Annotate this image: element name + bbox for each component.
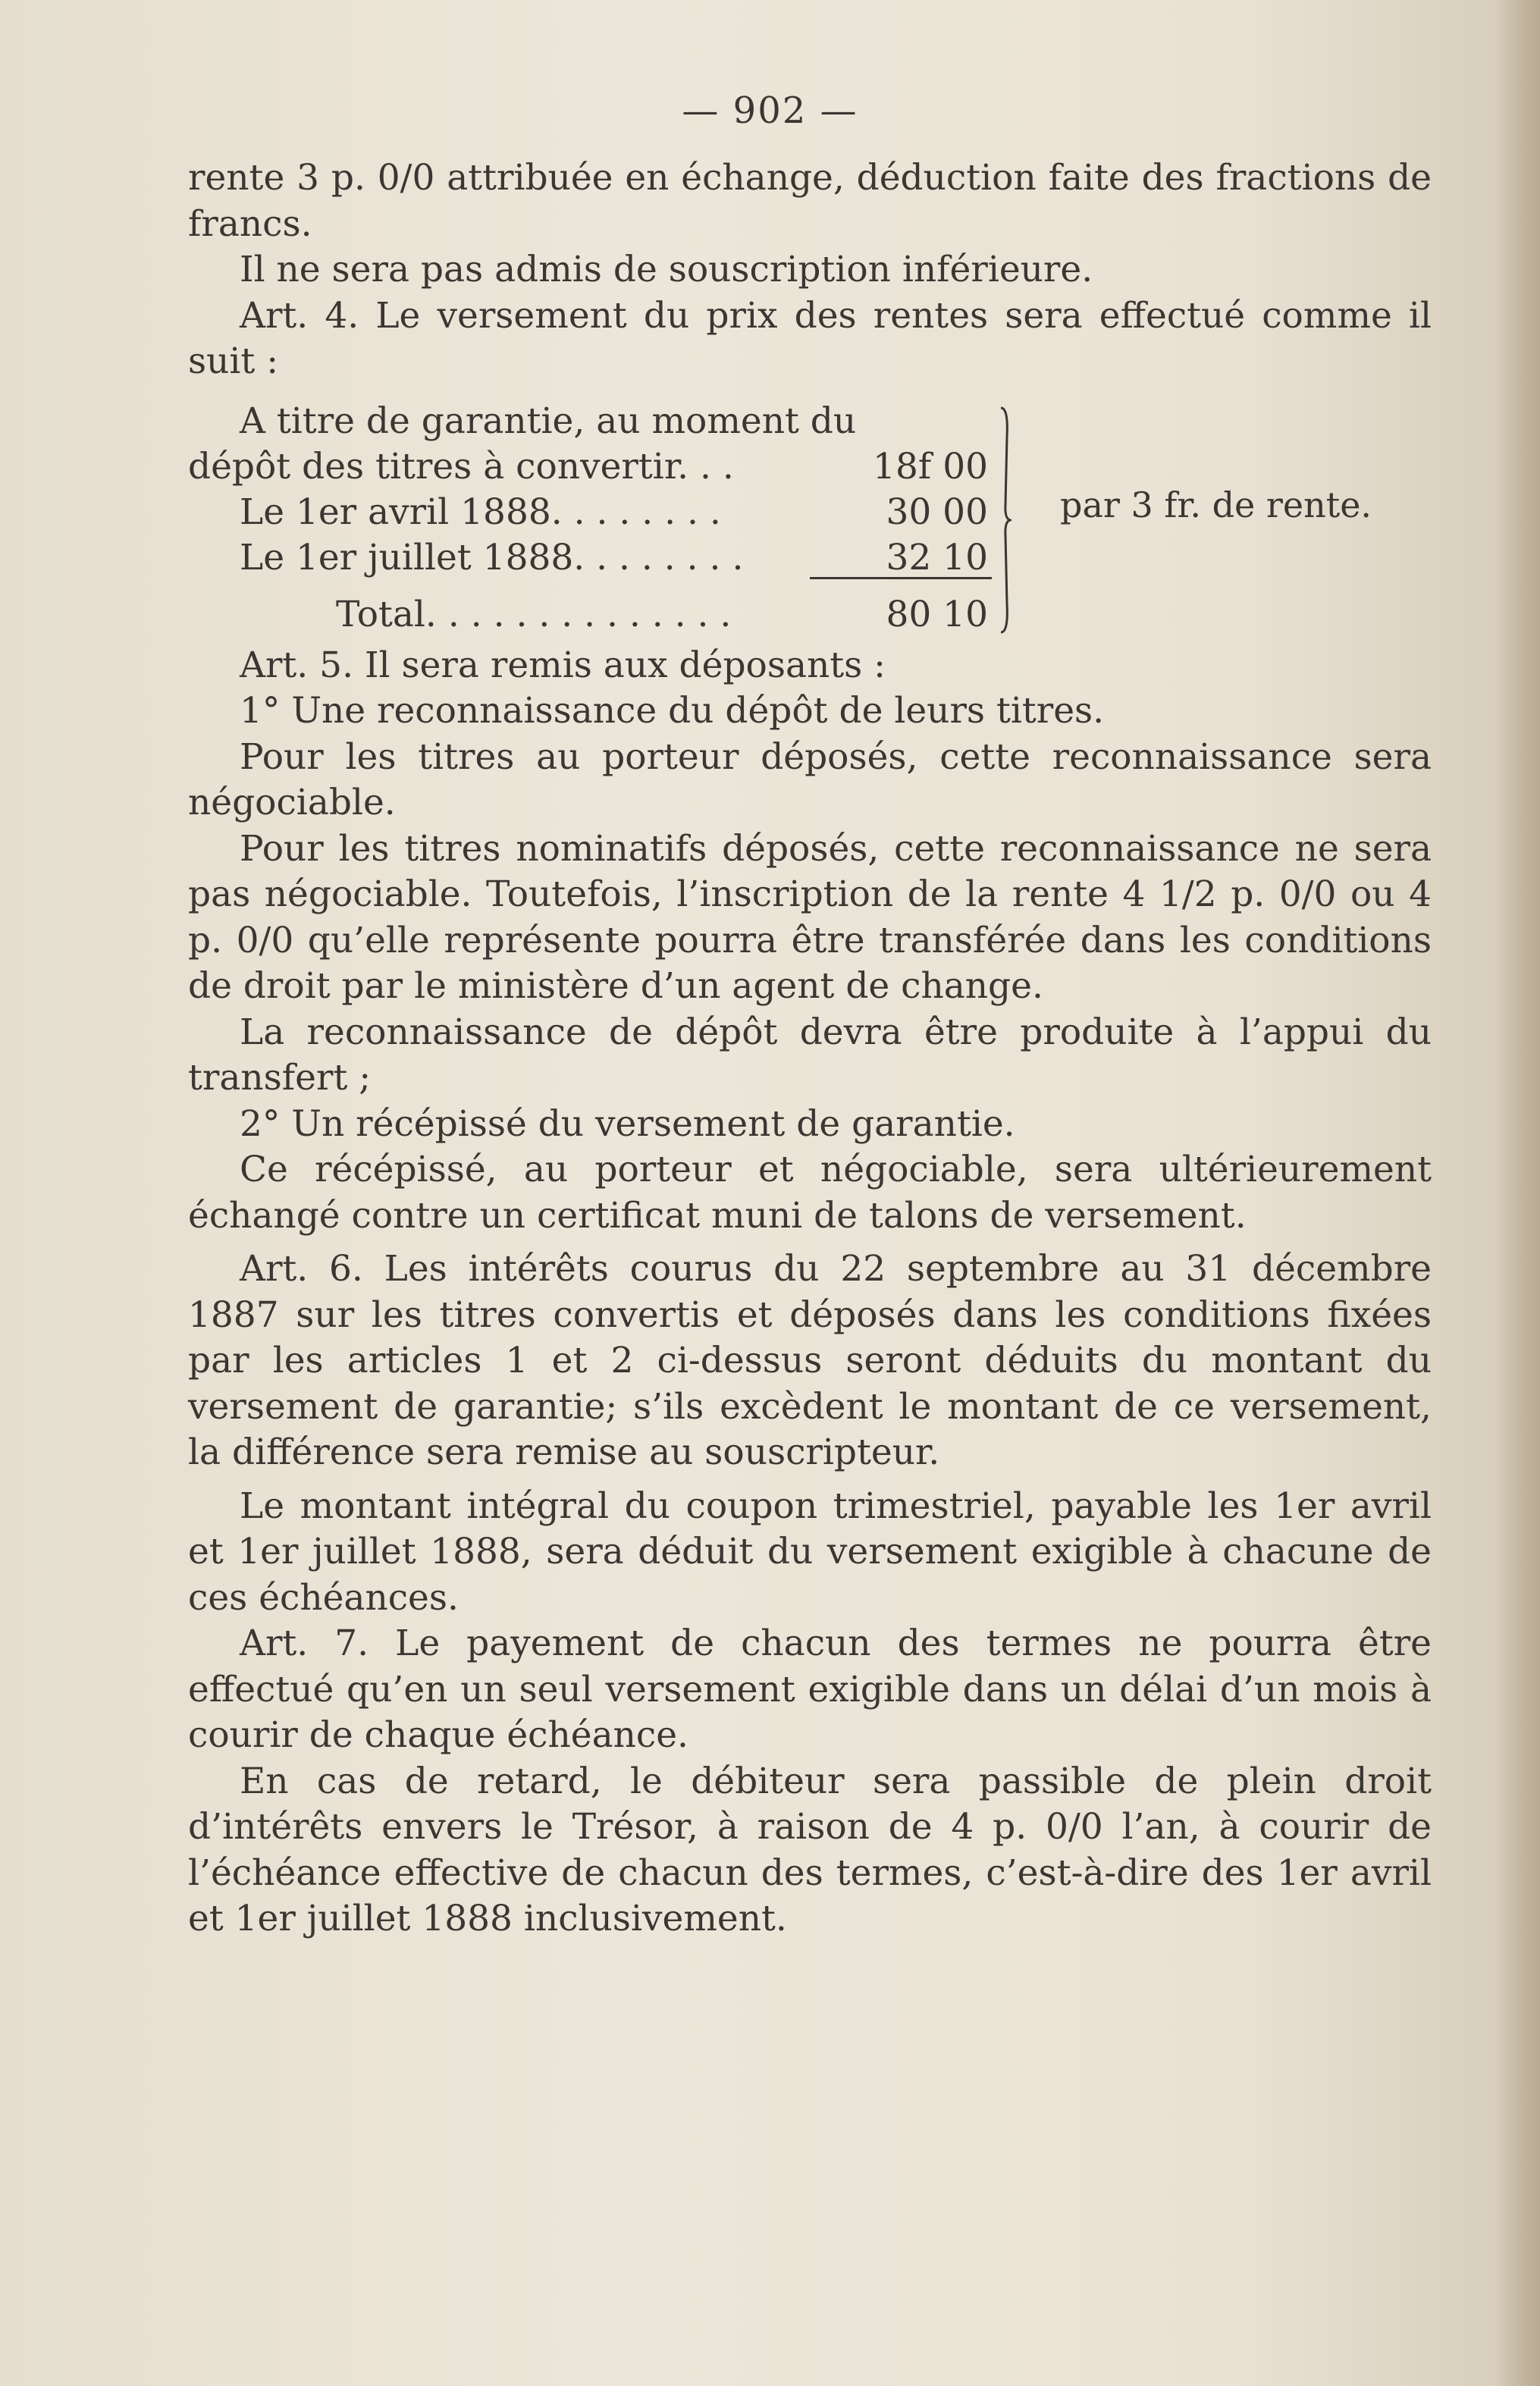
paragraph-item-2: 2° Un récépissé du versement de garantie. xyxy=(240,1102,1015,1145)
paragraph-coupon: Le montant intégral du coupon trimestriel, payable les 1er avril et 1er juillet 1888, sera déduit du versement exigible à chacune de ces échéances. xyxy=(188,1485,1432,1619)
paragraph-registered-titles: Pour les titres nominatifs déposés, cette reconnaissance ne sera pas négociable. Toutefois, l’inscription de la rente 4 1/2 p. 0/0 ou 4 p. 0/0 qu’elle représente pourra être transférée dans les conditions de droit par le ministère d’un agent de change. xyxy=(188,827,1432,1007)
schedule-total-label: Total. . . . . . . . . . . . . . xyxy=(336,593,732,635)
paragraph-receipt: Ce récépissé, au porteur et négociable, sera ultérieurement échangé contre un certificat muni de talons de versement. xyxy=(188,1149,1432,1237)
schedule-label: Le 1er avril 1888. . . . . . . . xyxy=(240,491,721,533)
schedule-amount: 18f 00 xyxy=(873,445,988,488)
paragraph-transfer: La reconnaissance de dépôt devra être produite à l’appui du transfert ; xyxy=(188,1011,1432,1099)
payment-schedule xyxy=(188,399,1432,641)
brace-icon xyxy=(998,406,1012,634)
page-edge-shadow xyxy=(1495,0,1540,2386)
total-rule xyxy=(810,577,992,579)
schedule-total-amount: 80 10 xyxy=(886,593,988,635)
schedule-note: par 3 fr. de rente. xyxy=(1060,484,1372,525)
schedule-amount: 32 10 xyxy=(886,536,988,578)
paragraph-article-5: Art. 5. Il sera remis aux déposants : xyxy=(240,644,886,686)
paragraph-bearer-titles: Pour les titres au porteur déposés, cette reconnaissance sera négociable. xyxy=(188,735,1432,823)
paragraph-article-6: Art. 6. Les intérêts courus du 22 septembre au 31 décembre 1887 sur les titres convertis et déposés dans les conditions fixées par les articles 1 et 2 ci-dessus seront déduits du montant du versement de garantie; s’ils excèdent le montant de ce versement, la différence sera remise au souscripteur. xyxy=(188,1248,1432,1473)
schedule-label: A titre de garantie, au moment du xyxy=(240,400,857,442)
schedule-label: Le 1er juillet 1888. . . . . . . . xyxy=(240,536,744,578)
schedule-label: dépôt des titres à convertir. . . xyxy=(188,445,734,488)
page-text xyxy=(188,155,1432,1942)
paragraph-article-4: Art. 4. Le versement du prix des rentes sera effectué comme il suit : xyxy=(188,294,1432,382)
paragraph-item-1: 1° Une reconnaissance du dépôt de leurs titres. xyxy=(240,690,1105,732)
schedule-amount: 30 00 xyxy=(886,491,988,533)
page-number: — 902 — xyxy=(682,89,858,132)
paragraph-subscription-minimum: Il ne sera pas admis de souscription inférieure. xyxy=(240,249,1093,290)
paragraph-continuation: rente 3 p. 0/0 attribuée en échange, déduction faite des fractions de francs. xyxy=(188,157,1432,245)
paragraph-article-7: Art. 7. Le payement de chacun des termes ne pourra être effectué qu’en un seul versement exigible dans un délai d’un mois à courir de chaque échéance. xyxy=(188,1623,1432,1756)
paragraph-late-payment: En cas de retard, le débiteur sera passible de plein droit d’intérêts envers le Trésor, à raison de 4 p. 0/0 l’an, à courir de l’échéance effective de chacun des termes, c’est-à-dire des 1er avril et 1er juillet 1888 inclusivement. xyxy=(188,1760,1432,1939)
